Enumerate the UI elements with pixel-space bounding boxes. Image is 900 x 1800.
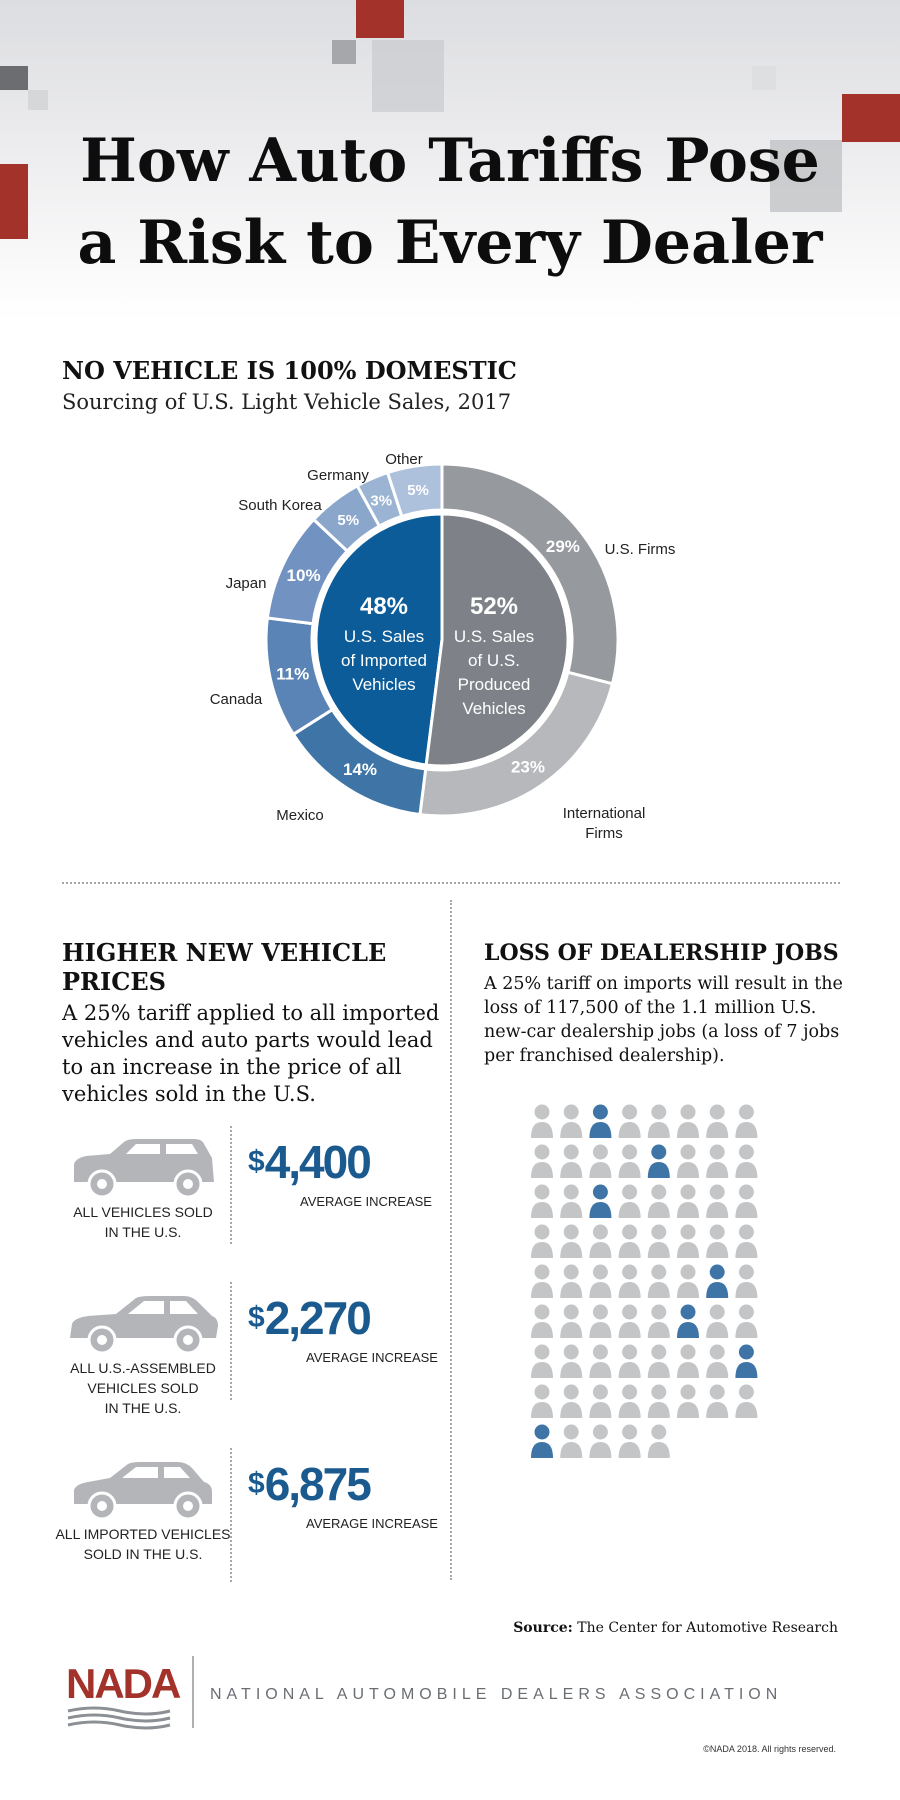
- section-title-jobs: LOSS OF DEALERSHIP JOBS: [484, 940, 839, 966]
- person-icon: [706, 1345, 728, 1379]
- outer-slice-value: 3%: [370, 492, 393, 510]
- suv-icon: [66, 1130, 222, 1200]
- price-row-divider: [230, 1282, 232, 1400]
- person-icon: [560, 1105, 582, 1139]
- person-icon: [619, 1265, 641, 1299]
- compact-car-icon: [66, 1452, 222, 1522]
- person-icon: [735, 1305, 757, 1339]
- person-icon: [677, 1225, 699, 1259]
- person-icon: [677, 1185, 699, 1219]
- source-text: The Center for Automotive Research: [577, 1620, 838, 1636]
- source-label: Source:: [513, 1620, 573, 1636]
- nada-logo-text: NADA: [66, 1660, 180, 1707]
- person-icon: [735, 1385, 757, 1419]
- outer-slice-value: 14%: [343, 760, 378, 780]
- person-icon: [706, 1185, 728, 1219]
- outer-slice-label: Mexico: [276, 807, 324, 824]
- person-icon: [648, 1185, 670, 1219]
- price-amount: [248, 1458, 370, 1522]
- outer-slice-value: 11%: [276, 664, 310, 684]
- person-icon: [619, 1385, 641, 1419]
- price-caption: ALL VEHICLES SOLD IN THE U.S.: [73, 1204, 213, 1240]
- decor-square: [752, 66, 776, 90]
- person-icon: [560, 1265, 582, 1299]
- person-icon: [589, 1345, 611, 1379]
- section-title-prices-line1: HIGHER NEW VEHICLE: [62, 938, 387, 967]
- person-icon: [735, 1105, 757, 1139]
- price-average-label: AVERAGE INCREASE: [306, 1350, 438, 1365]
- person-icon: [589, 1185, 611, 1219]
- price-average-label: AVERAGE INCREASE: [300, 1194, 432, 1209]
- person-icon: [560, 1385, 582, 1419]
- jobs-description: A 25% tariff on imports will result in the loss of 117,500 of the 1.1 million U.S. new-car dealership jobs (a loss of 7 jobs per franchised dealership).: [484, 974, 843, 1066]
- price-currency: $: [248, 1301, 265, 1334]
- person-icon: [706, 1305, 728, 1339]
- price-row-divider: [230, 1448, 232, 1582]
- person-icon: [560, 1225, 582, 1259]
- outer-slice-value: 29%: [545, 537, 580, 557]
- person-icon: [648, 1345, 670, 1379]
- inner-slice-label: U.S. Sales of Imported Vehicles: [341, 627, 427, 694]
- footer-copyright: ©NADA 2018. All rights reserved.: [703, 1744, 836, 1754]
- person-icon: [706, 1105, 728, 1139]
- decor-square: [28, 90, 48, 110]
- person-icon: [619, 1225, 641, 1259]
- outer-slice-label: Germany: [307, 467, 369, 484]
- section-title-prices: [62, 938, 386, 996]
- price-value: 2,270: [264, 1292, 370, 1344]
- person-icon: [619, 1185, 641, 1219]
- price-row-divider: [230, 1126, 232, 1244]
- person-icon: [706, 1145, 728, 1179]
- person-icon: [648, 1265, 670, 1299]
- column-divider: [450, 900, 452, 1580]
- outer-slice-label: South Korea: [238, 497, 322, 514]
- person-icon: [677, 1305, 699, 1339]
- price-value: 4,400: [264, 1136, 370, 1188]
- outer-slice-label: Japan: [225, 575, 267, 592]
- person-icon: [648, 1305, 670, 1339]
- person-icon: [589, 1105, 611, 1139]
- person-icon: [677, 1385, 699, 1419]
- person-icon: [619, 1105, 641, 1139]
- person-icon: [677, 1345, 699, 1379]
- prices-description: A 25% tariff applied to all imported vehicles and auto parts would lead to an increase in the price of all vehicles sold in the U.S.: [62, 1001, 440, 1106]
- person-icon: [648, 1385, 670, 1419]
- person-icon: [619, 1345, 641, 1379]
- header-banner: [0, 0, 900, 320]
- outer-slice-value: 23%: [510, 757, 546, 777]
- person-icon: [531, 1265, 553, 1299]
- jobs-people-grid: [520, 1100, 770, 1470]
- person-icon: [589, 1225, 611, 1259]
- person-icon: [531, 1305, 553, 1339]
- person-icon: [531, 1385, 553, 1419]
- person-icon: [560, 1305, 582, 1339]
- person-icon: [560, 1145, 582, 1179]
- person-icon: [531, 1185, 553, 1219]
- person-icon: [735, 1225, 757, 1259]
- person-icon: [706, 1385, 728, 1419]
- price-average-label: AVERAGE INCREASE: [306, 1516, 438, 1531]
- person-icon: [560, 1345, 582, 1379]
- section-divider: [62, 882, 840, 884]
- decor-square: [332, 40, 356, 64]
- person-icon: [589, 1305, 611, 1339]
- nada-logo-waves: [66, 1706, 172, 1730]
- outer-slice-label: Canada: [209, 691, 263, 708]
- person-icon: [648, 1145, 670, 1179]
- outer-slice-value: 5%: [337, 512, 360, 530]
- person-icon: [560, 1425, 582, 1459]
- price-currency: $: [248, 1467, 265, 1500]
- person-icon: [619, 1425, 641, 1459]
- person-icon: [589, 1385, 611, 1419]
- price-caption: ALL U.S.-ASSEMBLED VEHICLES SOLD IN THE U.S.: [70, 1360, 216, 1416]
- person-icon: [706, 1265, 728, 1299]
- person-icon: [531, 1345, 553, 1379]
- person-icon: [648, 1425, 670, 1459]
- nada-logo: [66, 1660, 180, 1726]
- section-title-domestic: NO VEHICLE IS 100% DOMESTIC: [62, 356, 517, 385]
- sedan-icon: [66, 1286, 222, 1356]
- outer-slice-label: U.S. Firms: [604, 541, 676, 558]
- inner-slice-percent: 52%: [469, 593, 519, 620]
- price-currency: $: [248, 1145, 265, 1178]
- person-icon: [735, 1265, 757, 1299]
- person-icon: [677, 1145, 699, 1179]
- footer-divider: [192, 1656, 194, 1728]
- source-note: [513, 1620, 838, 1636]
- person-icon: [619, 1305, 641, 1339]
- person-icon: [589, 1145, 611, 1179]
- decor-square: [372, 40, 444, 112]
- person-icon: [735, 1145, 757, 1179]
- person-icon: [531, 1225, 553, 1259]
- person-icon: [735, 1185, 757, 1219]
- outer-slice-label: Other: [385, 451, 423, 468]
- outer-slice-value: 10%: [286, 565, 321, 585]
- person-icon: [560, 1185, 582, 1219]
- person-icon: [531, 1425, 553, 1459]
- price-amount: [248, 1136, 370, 1200]
- person-icon: [531, 1105, 553, 1139]
- person-icon: [589, 1425, 611, 1459]
- sourcing-donut-chart: [0, 430, 900, 870]
- section-title-prices-line2: PRICES: [62, 967, 166, 996]
- outer-slice-value: 5%: [407, 481, 429, 499]
- person-icon: [677, 1265, 699, 1299]
- inner-slice-label: U.S. Sales of U.S. Produced Vehicles: [453, 627, 535, 718]
- price-amount: [248, 1292, 370, 1356]
- page-title-line1: How Auto Tariffs Pose: [80, 126, 820, 196]
- person-icon: [589, 1265, 611, 1299]
- section-subtitle-sourcing: Sourcing of U.S. Light Vehicle Sales, 2017: [62, 390, 512, 414]
- person-icon: [531, 1145, 553, 1179]
- decor-square: [356, 0, 404, 38]
- person-icon: [648, 1225, 670, 1259]
- person-icon: [706, 1225, 728, 1259]
- person-icon: [735, 1345, 757, 1379]
- person-icon: [677, 1105, 699, 1139]
- price-caption: ALL IMPORTED VEHICLES SOLD IN THE U.S.: [55, 1526, 231, 1562]
- person-icon: [648, 1105, 670, 1139]
- page-title: [0, 120, 900, 284]
- price-value: 6,875: [264, 1458, 370, 1510]
- decor-square: [0, 66, 28, 90]
- page-title-line2: a Risk to Every Dealer: [77, 208, 823, 278]
- inner-slice-percent: 48%: [359, 593, 409, 620]
- person-icon: [619, 1145, 641, 1179]
- outer-slice-label: International Firms: [562, 805, 646, 842]
- footer-org-name: NATIONAL AUTOMOBILE DEALERS ASSOCIATION: [210, 1686, 783, 1703]
